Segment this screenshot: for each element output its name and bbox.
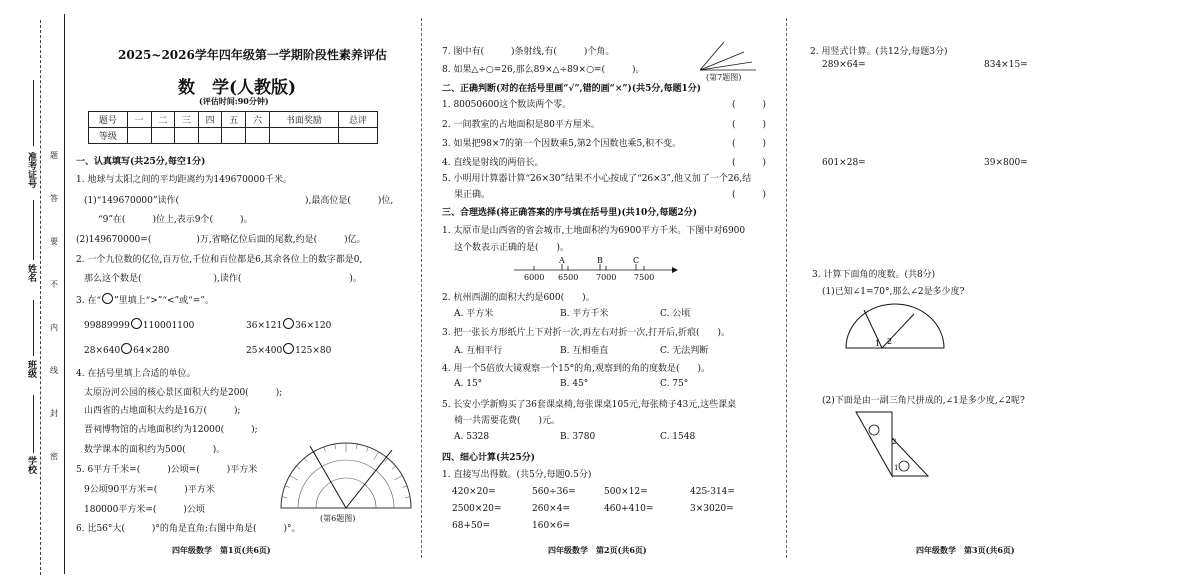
field-exam-number: 准考证号 [26, 152, 36, 188]
choice-1b: 这个数表示正确的是( )。 [454, 243, 570, 253]
calc-item: 2500×20= [452, 504, 502, 514]
choice-4-option-b[interactable]: B. 45° [560, 379, 589, 389]
seal-notice-char: 要 [50, 237, 58, 246]
vertical-calc-item: 601×28= [822, 158, 866, 168]
svg-text:2: 2 [887, 337, 893, 346]
q4a-text: 太原汾河公园的核心景区面积大约是200( ); [84, 388, 283, 398]
q1b-text: “9”在( )位上,表示9个( )。 [98, 215, 253, 225]
choice-5b: 椅一共需要花费( )元。 [454, 416, 561, 426]
calc-item: 500×12= [604, 487, 648, 497]
seal-notice-char: 密 [50, 452, 58, 461]
q4-text: 4. 在括号里填上合适的单位。 [76, 369, 196, 379]
q8-text: 8. 如果△÷○=26,那么89×△÷89×○=( )。 [442, 65, 645, 75]
vertical-calc-item: 834×15= [984, 60, 1028, 70]
circle-icon[interactable] [131, 318, 142, 329]
q5c-text: 180000平方米=( )公顷 [84, 505, 205, 515]
judge-answer-2[interactable]: ( ) [732, 120, 767, 130]
number-line-point-label: C [633, 256, 640, 265]
choice-4-option-c[interactable]: C. 75° [660, 379, 689, 389]
page3-q3a: (1)已知∠1=70°,那么∠2是多少度? [822, 287, 965, 297]
choice-3-option-b[interactable]: B. 互相垂直 [560, 346, 609, 356]
judge-2: 2. 一间教室的占地面积是80平方厘米。 [442, 120, 600, 130]
number-line-tick-label: 6500 [558, 273, 579, 282]
calc-instruction: 1. 直接写出得数。(共5分,每题0.5分) [442, 470, 592, 480]
seal-line [64, 14, 65, 574]
judge-answer-1[interactable]: ( ) [732, 100, 767, 110]
binding-margin [0, 0, 70, 588]
score-header-cell: 总评 [339, 112, 378, 128]
choice-2-option-c[interactable]: C. 公顷 [660, 309, 691, 319]
page-3-footer: 四年级数学 第3页(共6页) [916, 545, 1015, 555]
choice-2: 2. 杭州西湖的面积大约是600( )。 [442, 293, 595, 303]
judge-answer-4[interactable]: ( ) [732, 158, 767, 168]
q1-text: 1. 地球与太阳之间的平均距离约为149670000千米。 [76, 175, 292, 185]
page-separator [421, 18, 422, 558]
page-2-footer: 四年级数学 第2页(共6页) [548, 545, 647, 555]
section-3-title: 三、合理选择(将正确答案的序号填在括号里)(共10分,每题2分) [442, 208, 697, 218]
triangle-rulers-figure [852, 408, 934, 480]
section-1-title: 一、认真填写(共25分,每空1分) [76, 157, 206, 167]
fold-line [40, 20, 41, 575]
choice-5-option-c[interactable]: C. 1548 [660, 432, 696, 442]
page3-q3-title: 3. 计算下面角的度数。(共8分) [812, 270, 936, 280]
choice-3: 3. 把一张长方形纸片上下对折一次,再左右对折一次,打开后,折痕( )。 [442, 328, 731, 338]
svg-text:2: 2 [892, 438, 897, 446]
vertical-calc-item: 289×64= [822, 60, 866, 70]
number-line-tick-label: 7500 [634, 273, 655, 282]
score-row [89, 128, 378, 144]
q4b-text: 山西省的占地面积大约是16万( ); [84, 406, 241, 416]
calc-item: 68+50= [452, 521, 490, 531]
q5a-text: 5. 6平方千米=( )公顷=( )平方米 [76, 465, 258, 475]
choice-1a: 1. 太原市是山西省的省会城市,土地面积约为6900平方千米。下图中对6900 [442, 226, 746, 236]
seal-notice-char: 内 [50, 323, 58, 332]
q3-text: 3. 在“ ”里填上“>”“<”或“=”。 [76, 293, 214, 306]
score-header-cell: 六 [246, 112, 270, 128]
score-header-cell: 三 [175, 112, 199, 128]
q2b-text: 那么这个数是( ),读作( )。 [84, 274, 362, 284]
compare-item: 28×640 64×280 [84, 343, 169, 356]
calc-item: 560÷36= [532, 487, 576, 497]
q2a-text: 2. 一个九位数的亿位,百万位,千位和百位都是6,其余各位上的数字都是0, [76, 255, 363, 265]
q7-text: 7. 图中有( )条射线,有( )个角。 [442, 47, 615, 57]
score-row-label: 等级 [89, 128, 128, 144]
compare-item: 25×400 125×80 [246, 343, 331, 356]
score-header-row [89, 112, 378, 128]
circle-icon[interactable] [283, 318, 294, 329]
judge-answer-5[interactable]: ( ) [732, 190, 767, 200]
score-header-cell: 四 [198, 112, 222, 128]
svg-text:1: 1 [894, 464, 899, 472]
score-table [88, 111, 378, 144]
compare-item: 36×121 36×120 [246, 318, 331, 331]
circle-icon[interactable] [283, 343, 294, 354]
half-circle-angle-figure [842, 300, 948, 352]
figure-6-caption: (第6题图) [320, 514, 356, 523]
rays-figure [698, 40, 758, 74]
field-name: 姓名 [26, 264, 36, 282]
calc-item: 420×20= [452, 487, 496, 497]
number-line-point-label: B [597, 256, 603, 265]
exam-title: 2025~2026学年四年级第一学期阶段性素养评估 [118, 48, 387, 62]
choice-4-option-a[interactable]: A. 15° [454, 379, 483, 389]
judge-4: 4. 直线是射线的两倍长。 [442, 158, 544, 168]
svg-text:1: 1 [875, 339, 881, 348]
page3-q3b: (2)下面是由一副三角尺拼成的,∠1是多少度,∠2呢? [822, 396, 1025, 406]
judge-5: 5. 小明用计算器计算“26×30”结果不小心按成了“26×3”,他又加了一个26,结 [442, 174, 752, 184]
circle-icon[interactable] [121, 343, 132, 354]
calc-item: 425-314= [690, 487, 735, 497]
calc-item: 3×3020= [690, 504, 734, 514]
choice-2-option-b[interactable]: B. 平方千米 [560, 309, 609, 319]
seal-notice-char: 答 [50, 194, 58, 203]
circle-icon [102, 293, 113, 304]
score-header-cell: 五 [222, 112, 246, 128]
calc-item: 460+410= [604, 504, 654, 514]
judge-3: 3. 如果把98×7的第一个因数乘5,第2个因数也乘5,积不变。 [442, 139, 682, 149]
score-header-cell: 书面奖励 [269, 112, 338, 128]
page-1-footer: 四年级数学 第1页(共6页) [172, 545, 271, 555]
choice-2-option-a[interactable]: A. 平方米 [454, 309, 494, 319]
page-separator [786, 18, 787, 558]
q1c-text: (2)149670000=( )万,省略亿位后面的尾数,约是( )亿。 [76, 235, 366, 245]
vertical-calc-item: 39×800= [984, 158, 1028, 168]
calc-item: 260×4= [532, 504, 570, 514]
subject-title: 数 学(人教版) [178, 78, 297, 98]
number-line-tick-label: 7000 [596, 273, 617, 282]
q5b-text: 9公顷90平方米=( )平方米 [84, 485, 215, 495]
q1a-text: (1)“149670000”读作( ),最高位是( )位, [84, 196, 394, 206]
choice-4: 4. 用一个5倍放大镜观察一个15°的角,观察到的角的度数是( )。 [442, 364, 711, 374]
q6-text: 6. 比56°大( )°的角是直角;右图中角是( )°。 [76, 524, 301, 534]
choice-3-option-a[interactable]: A. 互相平行 [454, 346, 503, 356]
section-2-title: 二、正确判断(对的在括号里画“√”,错的画“×”)(共5分,每题1分) [442, 84, 701, 94]
judge-1: 1. 80050600这个数读两个零。 [442, 100, 572, 110]
score-header-cell: 二 [151, 112, 175, 128]
q4c-text: 晋祠博物馆的占地面积约为12000( ); [84, 425, 258, 435]
choice-5a: 5. 长安小学新购买了36套课桌椅,每张课桌105元,每张椅子43元,这些课桌 [442, 400, 737, 410]
seal-notice-char: 封 [50, 409, 58, 418]
compare-item: 99889999 110001100 [84, 318, 194, 331]
number-line-tick-label: 6000 [524, 273, 545, 282]
protractor-figure [276, 440, 416, 512]
exam-time: (评估时间:90分钟) [199, 96, 269, 106]
calc-item: 160×6= [532, 521, 570, 531]
number-line-point-label: A [559, 256, 565, 265]
score-header-cell: 题号 [89, 112, 128, 128]
q4d-text: 数学课本的面积约为500( )。 [84, 445, 226, 455]
seal-notice-char: 线 [50, 366, 58, 375]
choice-3-option-c[interactable]: C. 无法判断 [660, 346, 709, 356]
seal-notice-char: 题 [50, 151, 58, 160]
choice-5-option-a[interactable]: A. 5328 [454, 432, 490, 442]
judge-5-cont: 果正确。 [454, 190, 491, 200]
page3-q2-title: 2. 用竖式计算。(共12分,每题3分) [810, 47, 948, 57]
field-school: 学校 [26, 456, 36, 474]
seal-notice-char: 不 [50, 280, 58, 289]
field-class: 班级 [26, 360, 36, 378]
choice-5-option-b[interactable]: B. 3780 [560, 432, 596, 442]
figure-7-caption: (第7题图) [706, 73, 742, 82]
number-line [512, 256, 682, 282]
judge-answer-3[interactable]: ( ) [732, 139, 767, 149]
score-header-cell: 一 [127, 112, 151, 128]
section-4-title: 四、细心计算(共25分) [442, 453, 536, 463]
